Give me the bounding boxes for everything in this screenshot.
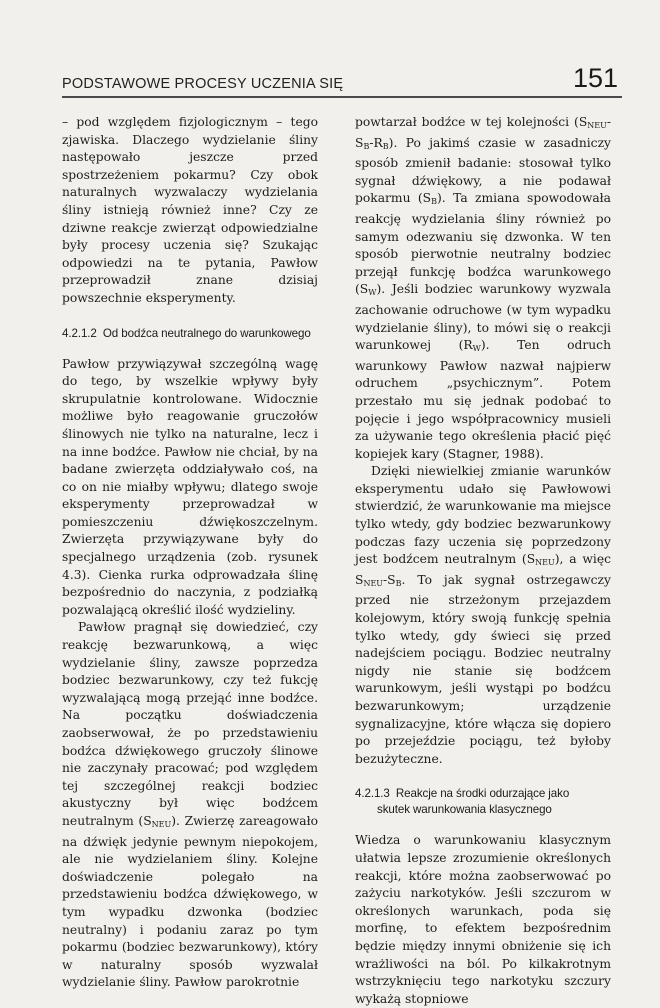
- section-number: 4.2.1.2: [62, 326, 97, 340]
- section-number: 4.2.1.3: [355, 787, 390, 801]
- section-title: Od bodźca neutralnego do warunkowego: [102, 326, 311, 340]
- page-header: [62, 63, 622, 96]
- section-title-line2: skutek warunkowania klasycznego: [377, 803, 552, 817]
- section-heading: [355, 786, 611, 818]
- section-heading: [62, 326, 318, 342]
- section-title-line1: Reakcje na środki odurzające jako: [395, 787, 570, 801]
- paragraph: Pawłow przywiązywał szczególną wagę do tego, by wszelkie wpływy były skrupulatnie kontrolowane. Widocznie możliwe było reagowanie gruczołów ślinowych nie tylko na naturalne, lecz i na inne bodźce. Pawłow nie chciał, by na badane zwierzęta oddziaływało coś, na co on nie miałby wpływu; dlatego swoje eksperymenty przeprowadzał w pomieszczeniu dźwiękoszczelnym. Zwierzęta przywiązywane były do specjalnego urządzenia (zob. rysunek 4.3). Cienka rurka odprowadzała ślinę bezpośrednio do naczynia, z podziałką pozwalającą określić ilość wydzieliny.: [62, 356, 318, 617]
- right-column: [355, 114, 611, 1008]
- paragraph: Pawłow pragnął się dowiedzieć, czy reakcję bezwarunkową, a więc wydzielanie śliny, zawsze poprzedza bodziec bezwarunkowy, czy też fukcję wyzwalającą mogą przejąć inne bodźce. Na początku doświadczenia zaobserwował, że po przedstawieniu bodźca dźwiękowego gruczoły ślinowe nie zaczynały pracować; pod względem tej szczególnej reakcji bodziec akustyczny był więc bodźcem neutralnym (SNEU). Zwierzę zareagowało na dźwięk jedynie pewnym niepokojem, ale nie wydzielaniem śliny. Kolejne doświadczenie polegało na przedstawieniu bodźca dźwiękowego, w tym wypadku dzwonka (bodziec neutralny) i podaniu zaraz po tym pokarmu (bodziec bezwarunkowy), który w naturalny sposób wyzwalał wydzielanie śliny. Pawłow parokrotnie: [62, 620, 318, 990]
- page-number: 151: [572, 63, 618, 93]
- paragraph: – pod względem fizjologicznym – tego zjawiska. Dlaczego wydzielanie śliny następowało jeszcze przed spostrzeżeniem pokarmu? Czy obok naturalnych wyzwalaczy wydzielania śliny istnieją również inne? Czy ze dziwne reakcje zwierząt odpowiedzialne były procesy uczenia się? Szukając odpowiedzi na te pytania, Pawłow przeprowadził znane dzisiaj powszechnie eksperymenty.: [62, 115, 318, 305]
- paragraph: Wiedza o warunkowaniu klasycznym ułatwia lepsze zrozumienie określonych reakcji, które można zaobserwować po zażyciu narkotyków. Jeśli szczurom w określonych warunkach, poda się morfinę, to efektem bezpośrednim będzie między innymi obniżenie się ich wrażliwości na ból. Po kilkakrotnym wstrzyknięciu tego narkotyku szczury wykażą stopniowe: [355, 833, 611, 1006]
- paragraph: powtarzał bodźce w tej kolejności (SNEU-SB-RB). Po jakimś czasie w zasadniczy sposób zmienił badanie: stosował tylko sygnał dźwiękowy, a nie podawał pokarmu (SB). Ta zmiana spowodowała reakcję wydzielania śliny również po samym odezwaniu się dzwonka. W ten sposób pierwotnie neutralny bodziec przejął funkcję bodźca warunkowego (SW). Jeśli bodziec warunkowy wyzwala zachowanie odruchowe (w tym wypadku wydzielanie śliny), to mówi się o reakcji warunkowej (RW). Ten odruch warunkowy Pawłow nazwał najpierw odruchem „psychicznym”. Potem przestało mu się jednak podobać to pojęcie i jego współpracownicy musieli za używanie tego określenia płacić pięć kopiejek kary (Stagner, 1988).: [355, 115, 611, 461]
- left-column: [62, 114, 318, 992]
- running-head: PODSTAWOWE PROCESY UCZENIA SIĘ: [62, 76, 344, 92]
- paragraph: Dzięki niewielkiej zmianie warunków eksperymentu udało się Pawłowowi stwierdzić, że warunkowanie ma miejsce tylko wtedy, gdy bodziec bezwarunkowy podczas fazy uczenia się poprzedzony jest bodźcem neutralnym (SNEU), a więc SNEU-SB. To jak sygnał ostrzegawczy przed nie strzeżonym przejazdem kolejowym, który swoją funkcję spełnia tylko wtedy, gdy świeci się przed nadejściem pociągu. Bodziec neutralny nigdy nie stanie się bodźcem warunkowym, jeśli wystąpi po bodźcu bezwarunkowym; urządzenie sygnalizacyjne, które włącza się dopiero po przejeździe pociągu, też byłoby bezużyteczne.: [355, 464, 611, 766]
- header-rule: [62, 96, 622, 98]
